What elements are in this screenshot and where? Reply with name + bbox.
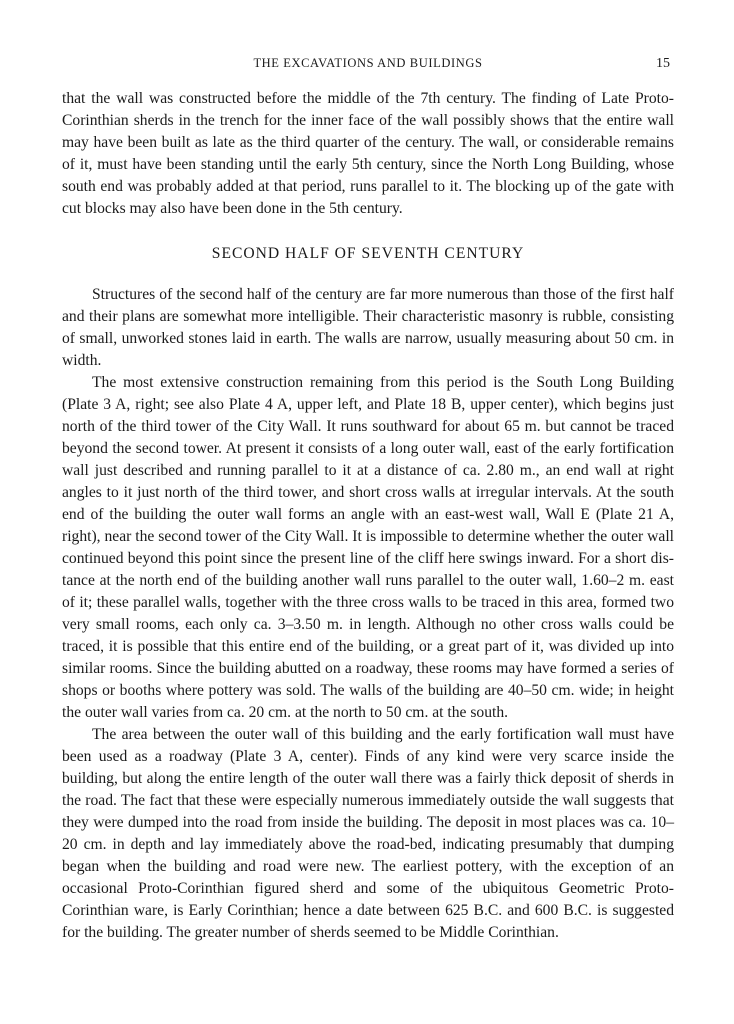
running-title: THE EXCAVATIONS AND BUILDINGS — [253, 56, 483, 70]
paragraph-south-long-building: The most extensive construction remaining from this period is the South Long Building (Plate 3 A, right; see also Plate 4 A, upper left, and Plate 18 B, upper center), which begins just north of the third tower of the City Wall. It runs southward for about 65 m. but cannot be traced beyond the second tower. At present it consists of a long outer wall, east of the early fortification wall just described and running parallel to it at a distance of ca. 2.80 m., an end wall at right angles to it just north of the third tower, and short cross walls at irregular intervals. At the south end of the building the outer wall forms an angle with an east-west wall, Wall E (Plate 21 A, right), near the second tower of the City Wall. It is impossible to determine whether the outer wall continued beyond this point since the present line of the cliff here swings inward. For a short distance at the north end of the building another wall runs parallel to the outer wall, 1.60–2 m. east of it; these parallel walls, together with the three cross walls to be traced in this area, formed two very small rooms, each only ca. 3–3.50 m. in length. Although no other cross walls could be traced, it is possible that this entire end of the building, or a great part of it, was divided up into similar rooms. Since the building abutted on a roadway, these rooms may have formed a series of shops or booths where pottery was sold. The walls of the building are 40–50 cm. wide; in height the outer wall varies from ca. 20 cm. at the north to 50 cm. at the south. — [62, 374, 674, 721]
paragraph-roadway: The area between the outer wall of this building and the early fortification wall must have been used as a roadway (Plate 3 A, center). Finds of any kind were very scarce inside the building, but along the entire length of the outer wall there was a fairly thick deposit of sherds in the road. The fact that these were especially numerous immediately outside the wall suggests that they were dumped into the road from inside the building. The deposit in most places was ca. 10–20 cm. in depth and lay immediately above the road-bed, indicating presumably that dumping began when the building and road were new. The earliest pottery, with the exception of an occasional Proto-Corinthian figured sherd and some of the ubiquitous Geometric Proto-Corinthian ware, is Early Corinthian; hence a date between 625 B.C. and 600 B.C. is suggested for the building. The greater number of sherds seemed to be Middle Corinthian. — [62, 726, 674, 941]
document-page — [62, 0, 674, 1024]
page-number: 15 — [656, 56, 670, 71]
body-text — [62, 88, 674, 944]
paragraph-structures: Structures of the second half of the century are far more numerous than those of the first half and their plans are somewhat more intelligible. Their characteristic masonry is rubble, consisting of small, unworked stones laid in earth. The walls are narrow, usually measuring about 50 cm. in width. — [62, 286, 674, 369]
paragraph-continued: that the wall was constructed before the middle of the 7th century. The finding of Late Proto-Corinthian sherds in the trench for the inner face of the wall possibly shows that the entire wall may have been built as late as the third quarter of the century. The wall, or considerable remains of it, must have been standing until the early 5th century, since the North Long Building, whose south end was probably added at that period, runs parallel to it. The blocking up of the gate with cut blocks may also have been done in the 5th century. — [62, 90, 674, 217]
section-heading: SECOND HALF OF SEVENTH CENTURY — [211, 245, 525, 262]
running-header — [62, 56, 674, 74]
